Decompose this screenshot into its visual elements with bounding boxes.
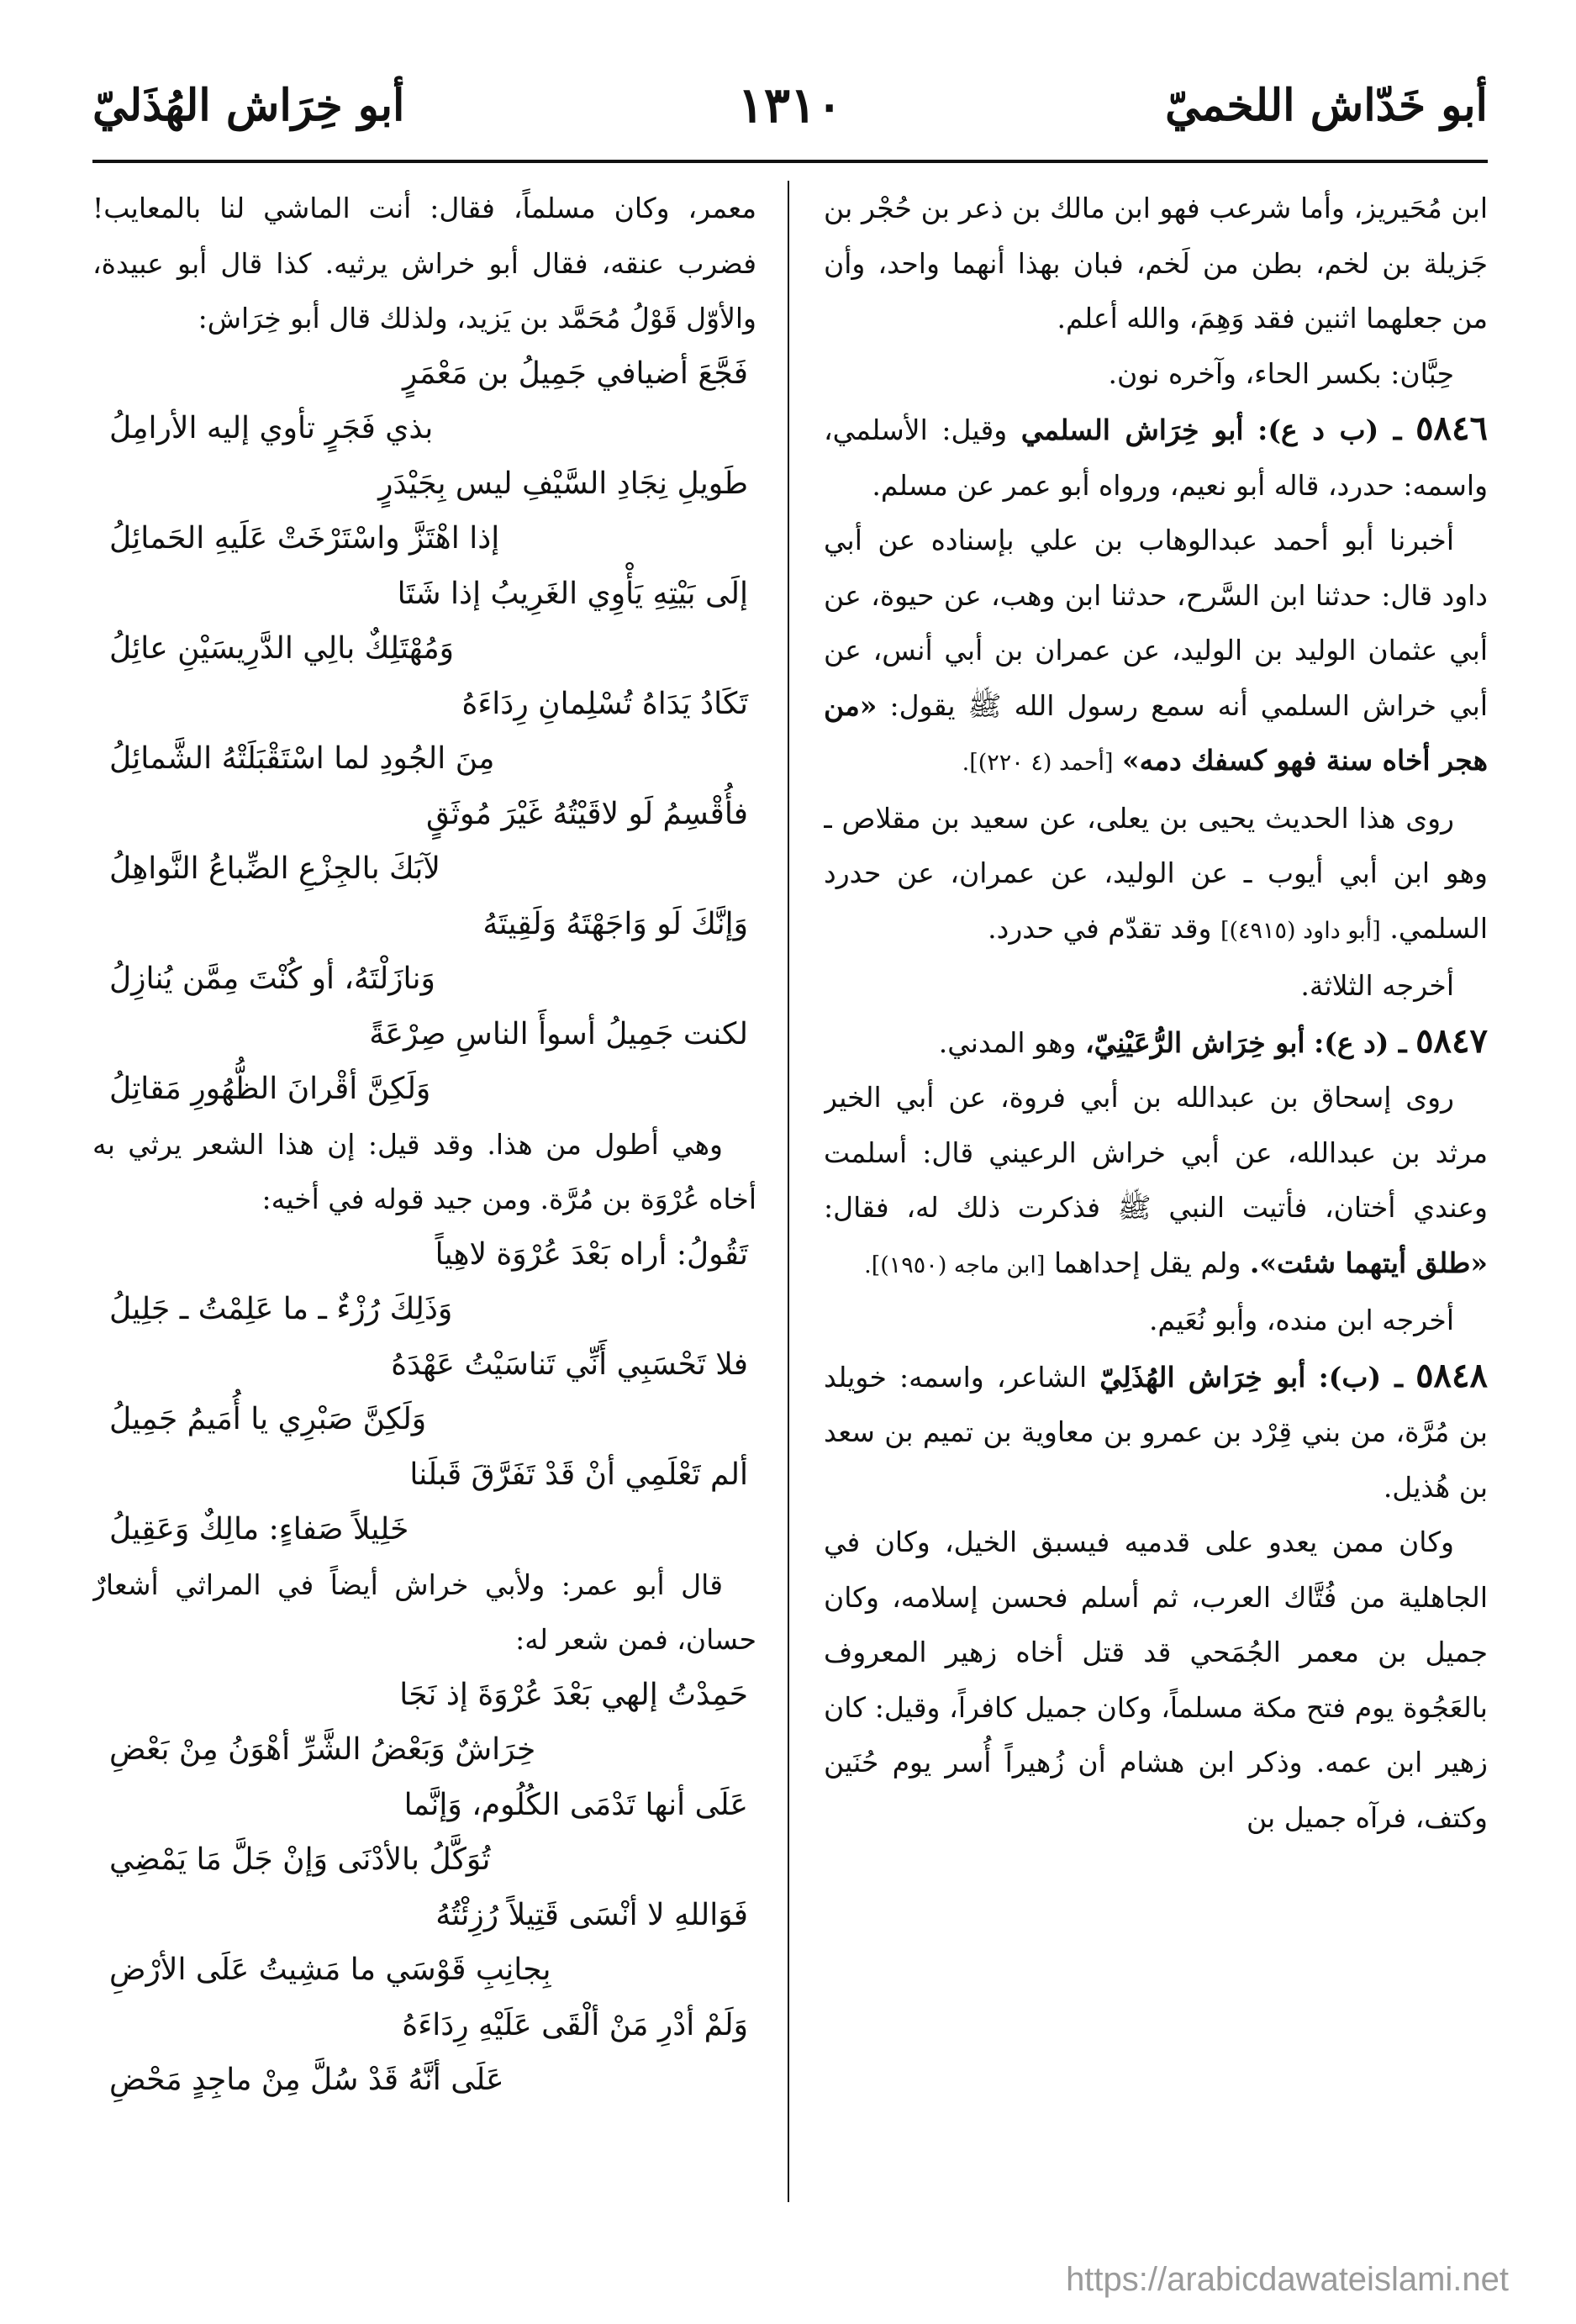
hemistich-first: لكنت جَمِيلُ أسوأَ الناسِ صِرْعَةً	[369, 1016, 748, 1051]
riwaya-tail: وقد تقدّم في حدرد.	[988, 911, 1212, 945]
verse-line	[92, 677, 756, 732]
entry-number: ٥٨٤٦	[1415, 408, 1488, 448]
verse-line	[92, 567, 756, 622]
running-title-right: أبو خَدّاش اللخميّ	[1165, 80, 1488, 131]
entry-number: ٥٨٤٧	[1415, 1020, 1488, 1061]
hemistich-second	[92, 1447, 109, 1503]
hemistich-first	[748, 1832, 756, 1888]
hadith-text: «من هجر أخاه سنة فهو كسفك دمه»	[824, 688, 1488, 777]
hemistich-second: خَلِيلاً صَفاءٍ: مالِكٌ وَعَقِيلُ	[109, 1512, 409, 1547]
poem	[92, 1227, 756, 1557]
verse-line	[92, 897, 756, 952]
paragraph: ابن مُحَيريز، وأما شرعب فهو ابن مالك بن ذعر بن حُجْر بن جَزيلة بن لخم، بطن من لَخم، فبان بهذا أنهما واحد، وأن من جعلهما اثنين فقد وَهِمَ، والله أعلم.	[824, 192, 1488, 335]
watermark-url: https://arabicdawateislami.net	[1066, 2261, 1509, 2298]
verse-line	[92, 951, 756, 1007]
hemistich-first: تَقُولُ: أراه بَعْدَ عُرْوَة لاهِياً	[435, 1236, 748, 1272]
verse-line	[92, 1337, 756, 1393]
entry-number: ٥٨٤٨	[1415, 1355, 1488, 1395]
hemistich-first	[748, 511, 756, 567]
running-title-left: أبو خِرَاش الهُذَليّ	[92, 80, 405, 131]
page-number: ١٣١٠	[737, 76, 843, 134]
hemistich-second: وَلَكِنَّ أقْرانَ الظُّهُورِ مَقاتِلُ	[109, 1072, 431, 1106]
hadith-reference: [أحمد (٤ ٢٢٠)].	[962, 750, 1114, 776]
paragraph: معمر، وكان مسلماً، فقال: أنت الماشي لنا بالمعايب! فضرب عنقه، فقال أبو خراش يرثيه. كذا قال أبو عبيدة، والأوّل قَوْلُ مُحَمَّد بن يَزيد، ولذلك قال أبو خِرَاش:	[92, 192, 756, 335]
verse-line	[92, 401, 756, 456]
entry-5847	[824, 1014, 1488, 1071]
verse-line	[92, 1778, 756, 1833]
entry-name: أبو خِرَاش السلمي	[1020, 414, 1244, 446]
left-column	[92, 181, 756, 2215]
riwaya-text: روى إسحاق بن عبدالله بن أبي فروة، عن أبي الخير مرثد بن عبدالله، عن أبي خراش الرعيني قال: أسلمت وعندي أختان، فأتيت النبي ﷺ فذكرت ذلك له، فقال:	[824, 1081, 1488, 1224]
verse-line	[92, 511, 756, 567]
verse-line	[92, 1282, 756, 1337]
verse-line	[92, 1447, 756, 1503]
hemistich-first: ألم تَعْلَمِي أنْ قَدْ تَفَرَّقَ قَبلَنا	[409, 1457, 748, 1492]
header-rule	[92, 160, 1488, 163]
hemistich-second: لآبَكَ بالجِزْعِ الضِّباعُ النَّواهِلُ	[109, 851, 440, 886]
verse-line	[92, 2053, 756, 2108]
entry-code: ـ (ب):	[1318, 1360, 1403, 1394]
hemistich-second: بذي فَجَرٍ تأوي إليه الأرامِلُ	[109, 411, 434, 445]
hemistich-second	[92, 1668, 109, 1723]
poem	[92, 1668, 756, 2108]
right-column	[824, 181, 1488, 2215]
paragraph: حِبَّان: بكسر الحاء، وآخره نون.	[1108, 356, 1454, 390]
hemistich-second: وَذَلِكَ رُزْءٌ ـ ما عَلِمْتُ ـ جَلِيلُ	[109, 1292, 453, 1326]
hemistich-first: طَويلِ نِجَادِ السَّيْفِ ليس بِجَيْدَرٍ	[378, 466, 748, 501]
entry-text: الشاعر، واسمه: خويلد بن مُرَّة، من بني قِرْد بن عمرو بن معاوية بن تميم بن سعد بن هُذيل.	[824, 1360, 1488, 1504]
hemistich-first	[748, 951, 756, 1007]
hemistich-first	[748, 1722, 756, 1778]
hemistich-second: إذا اهْتَزَّ واسْتَرْخَتْ عَلَيهِ الحَمائِلُ	[109, 521, 500, 556]
hemistich-first	[748, 2053, 756, 2108]
hemistich-second: تُوَكَّلُ بالأدْنَى وَإنْ جَلَّ مَا يَمْضِي	[109, 1842, 491, 1877]
verse-line	[92, 1062, 756, 1117]
entry-name: أبو خِرَاش الهُذَلِيّ	[1099, 1360, 1306, 1394]
verse-line	[92, 1998, 756, 2053]
hemistich-second	[92, 1227, 109, 1283]
hemistich-first: فأُقْسِمُ لَو لاقَيْتُهُ غَيْرَ مُوثَقٍ	[425, 796, 748, 831]
hadith-reference: [ابن ماجه (١٩٥٠)].	[864, 1252, 1046, 1278]
riwaya-reference: [أبو داود (٤٩١٥)]	[1220, 917, 1381, 944]
hemistich-second	[92, 897, 109, 952]
verse-line	[92, 1722, 756, 1778]
hemistich-second	[92, 567, 109, 622]
riwaya-paragraph	[824, 791, 1488, 959]
verse-line	[92, 1888, 756, 1943]
poem	[92, 346, 756, 1117]
hemistich-second	[92, 1337, 109, 1393]
hemistich-second	[92, 1007, 109, 1062]
hemistich-first: إلَى بَيْتِهِ يَأْوِي الغَرِيبُ إذا شَتَا	[397, 576, 748, 611]
hemistich-second	[92, 1888, 109, 1943]
hemistich-second: خِرَاشٌ وَبَعْضُ الشَّرِّ أهْوَنُ مِنْ بَعْضِ	[109, 1732, 536, 1767]
paragraph: وكان ممن يعدو على قدميه فيسبق الخيل، وكان في الجاهلية من فُتَّاك العرب، ثم أسلم فحسن إسلامه، وكان جميل بن معمر الجُمَحي قد قتل أخاه زهير المعروف بالعَجُوة يوم فتح مكة مسلماً، وكان جميل كافراً، وقيل: كان زهير ابن عمه. وذكر ابن هشام أن زُهيراً أُسر يوم حُنَين وكتف، فرآه جميل بن	[824, 1526, 1488, 1834]
hemistich-first	[748, 1942, 756, 1998]
hemistich-first: فَوَاللهِ لا أنْسَى قَتِيلاً رُزِئْتُهُ	[435, 1897, 748, 1932]
hemistich-second: بِجانِبِ قَوْسَي ما مَشِيتُ عَلَى الأرْضِ	[109, 1952, 551, 1987]
page-header	[92, 76, 1488, 147]
hemistich-first	[748, 731, 756, 787]
hemistich-first	[748, 1502, 756, 1557]
hemistich-second: وَلَكِنَّ صَبْرِي يا أُمَيمُ جَمِيلُ	[109, 1402, 427, 1436]
entry-text: وقيل: الأسلمي، واسمه: حدرد، قاله أبو نعيم، ورواه أبو عمر عن مسلم.	[824, 414, 1488, 502]
riwaya-tail: ولم يقل إحداهما	[1053, 1246, 1241, 1279]
hemistich-first	[748, 621, 756, 677]
entry-5846	[824, 401, 1488, 513]
hemistich-first	[748, 1282, 756, 1337]
hemistich-first: حَمِدْتُ إلهي بَعْدَ عُرْوَةَ إذ نَجَا	[399, 1677, 748, 1712]
hemistich-first: وَلَمْ أدْرِ مَنْ ألْقَى عَلَيْهِ رِدَاءَهُ	[402, 2007, 748, 2042]
hemistich-first: فلا تَحْسَبِي أَنِّي تَناسَيْتُ عَهْدَهُ	[391, 1346, 748, 1382]
akhraja-line: أخرجه ابن منده، وأبو نُعَيم.	[1148, 1304, 1454, 1336]
verse-line	[92, 1227, 756, 1283]
hemistich-second	[92, 677, 109, 732]
hemistich-second: مِنَ الجُودِ لما اسْتَقْبَلَتْهُ الشَّمائِلُ	[109, 741, 495, 776]
hemistich-second	[92, 346, 109, 402]
riwaya-text: روى هذا الحديث يحيى بن يعلى، عن سعيد بن مقلاص ـ وهو ابن أبي أيوب ـ عن الوليد، عن عمران، عن حدرد السلمي.	[824, 801, 1488, 945]
hemistich-first	[748, 1392, 756, 1447]
isnad-text: أخبرنا أبو أحمد عبدالوهاب بن علي بإسناده عن أبي داود قال: حدثنا ابن السَّرح، حدثنا ابن وهب، عن حيوة، عن أبي عثمان الوليد بن الوليد، عن عمران بن أبي أنس، عن أبي خراش السلمي أنه سمع رسول الله ﷺ يقول:	[824, 524, 1488, 722]
entry-5848	[824, 1348, 1488, 1515]
akhraja-line: أخرجه الثلاثة.	[1300, 969, 1454, 1002]
hemistich-first	[748, 1062, 756, 1117]
hemistich-second	[92, 1998, 109, 2053]
hemistich-second: عَلَى أنَّهُ قَدْ سُلَّ مِنْ ماجِدٍ مَحْضِ	[109, 2063, 504, 2097]
paragraph: قال أبو عمر: ولأبي خراش أيضاً في المراثي أشعارٌ حسان، فمن شعر له:	[92, 1568, 756, 1656]
hemistich-second: وَنازَلْتَهُ، أو كُنْتَ مِمَّن يُنازِلُ	[109, 962, 435, 996]
verse-line	[92, 1668, 756, 1723]
entry-name: أبو خِرَاش الرُّعَيْنِيّ،	[1084, 1025, 1305, 1059]
hemistich-second	[92, 456, 109, 512]
hemistich-second	[92, 1778, 109, 1833]
verse-line	[92, 1832, 756, 1888]
verse-line	[92, 731, 756, 787]
isnad-paragraph	[824, 513, 1488, 791]
hadith-text: «طلق أيتهما شئت».	[1249, 1246, 1488, 1279]
entry-code: ـ (د ع):	[1314, 1025, 1407, 1059]
entry-code: ـ (ب د ع):	[1257, 414, 1402, 446]
verse-line	[92, 456, 756, 512]
paragraph: وهي أطول من هذا. وقد قيل: إن هذا الشعر يرثي به أخاه عُرْوَة بن مُرَّة. ومن جيد قوله في أخيه:	[92, 1127, 756, 1215]
hemistich-first	[748, 401, 756, 456]
verse-line	[92, 1942, 756, 1998]
riwaya-paragraph	[824, 1070, 1488, 1293]
verse-line	[92, 841, 756, 897]
hemistich-second	[92, 787, 109, 842]
hemistich-first: عَلَى أنها تَدْمَى الكُلُوم، وَإنَّما	[403, 1787, 748, 1822]
entry-text: وهو المدني.	[938, 1025, 1077, 1059]
verse-line	[92, 346, 756, 402]
verse-line	[92, 1007, 756, 1062]
hemistich-second: وَمُهْتَلِكٌ بالِي الدَّرِيسَيْنِ عائِلُ	[109, 631, 455, 666]
verse-line	[92, 621, 756, 677]
hemistich-first: فَجَّعَ أضيافي جَمِيلُ بن مَعْمَرٍ	[403, 356, 748, 391]
column-divider	[788, 181, 789, 2202]
verse-line	[92, 1502, 756, 1557]
verse-line	[92, 1392, 756, 1447]
hemistich-first	[748, 841, 756, 897]
hemistich-first: وَإنَّكَ لَو وَاجَهْتَهُ وَلَقِيتَهُ	[482, 906, 748, 941]
verse-line	[92, 787, 756, 842]
hemistich-first: تَكَادُ يَدَاهُ تُسْلِمانِ رِدَاءَهُ	[461, 686, 748, 721]
